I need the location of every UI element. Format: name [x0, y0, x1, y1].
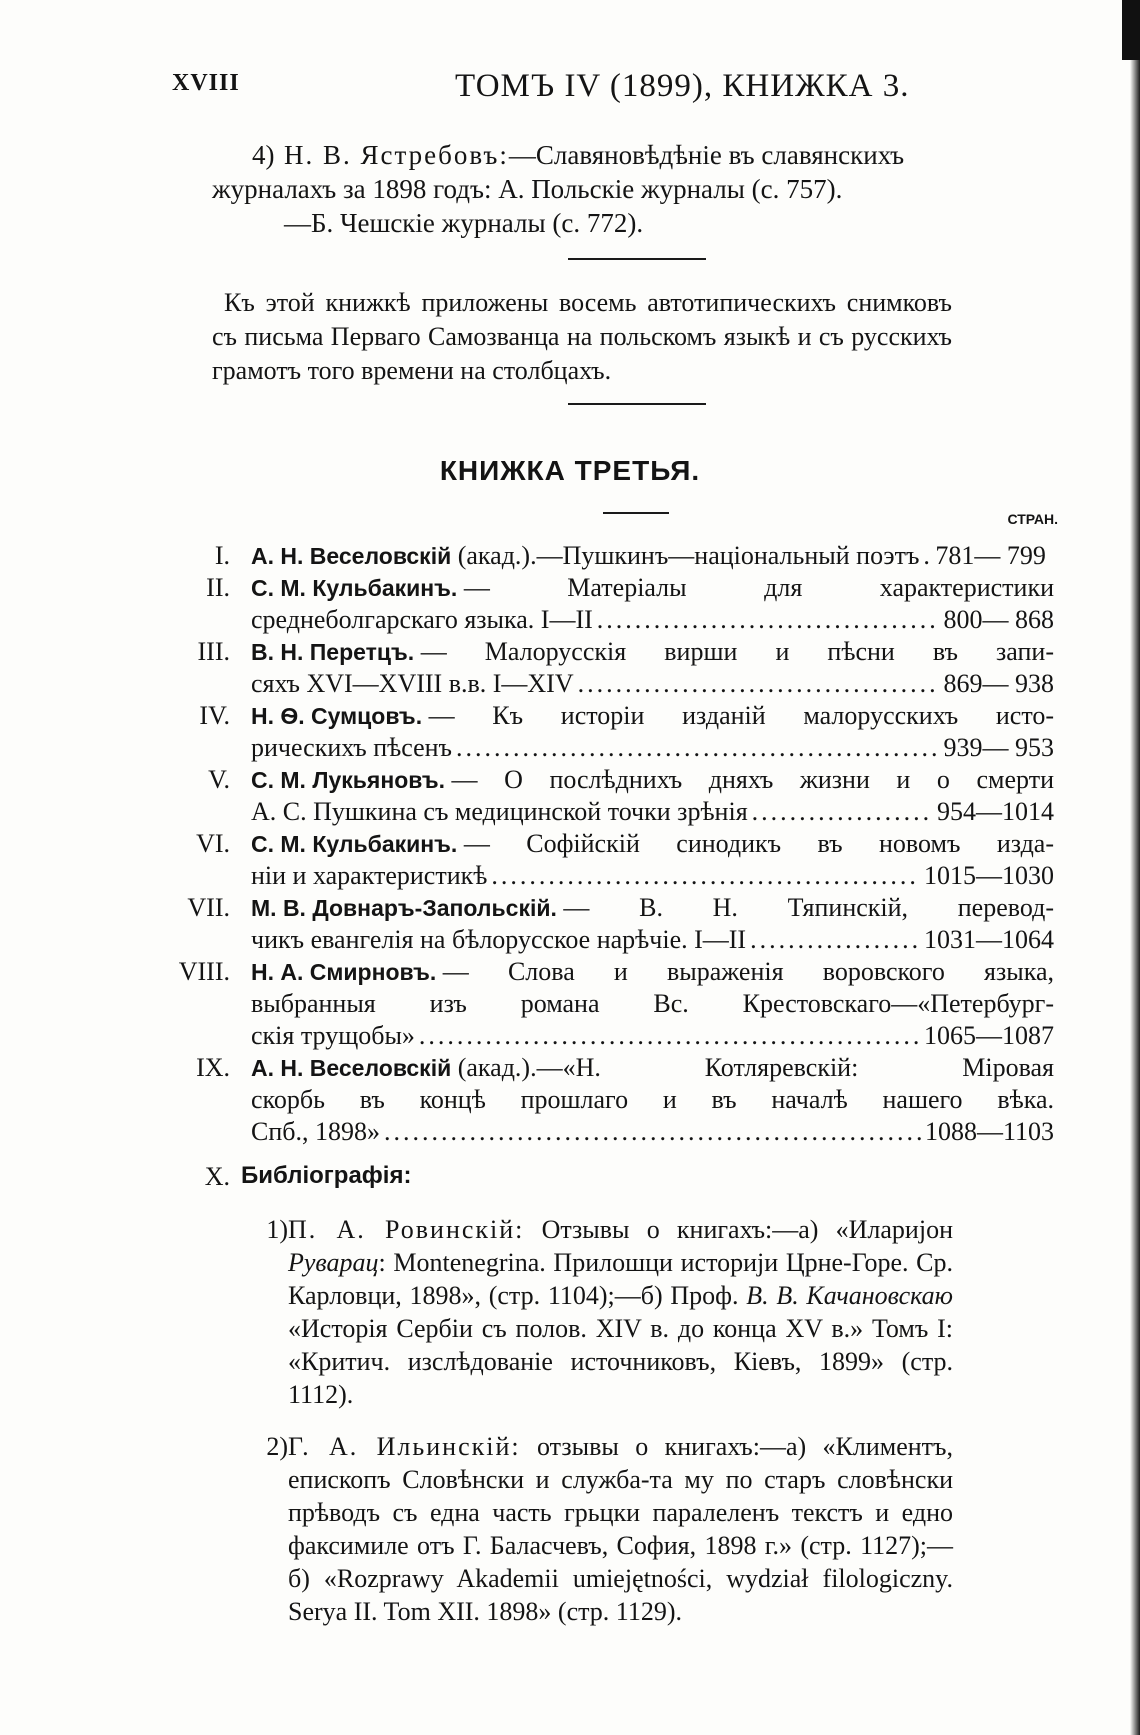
toc-title-cont: скія трущобы» [251, 1021, 415, 1050]
toc-entry [0, 540, 1140, 572]
toc-pages: 1065—1087 [924, 1021, 1054, 1050]
bibliography-item [0, 1430, 1140, 1628]
toc-entry [0, 892, 1140, 956]
header-title: ТОМЪ IV (1899), КНИЖКА 3. [455, 68, 910, 104]
toc-pages: 1088—1103 [924, 1117, 1054, 1146]
toc-title: — Малорусскія вирши и пѣсни въ запи- [420, 637, 1054, 666]
running-header [0, 68, 1140, 108]
toc-roman: II. [206, 573, 230, 602]
toc-author: Н. Ѳ. Сумцовъ. [251, 703, 423, 729]
bib-text: Отзывы о книгахъ:—а) «Иларијон [524, 1215, 953, 1244]
toc-title-cont: скорбь въ концѣ прошлаго и въ началѣ нашего вѣка. [251, 1085, 1054, 1114]
toc-author: М. В. Довнаръ-Запольскій. [251, 895, 557, 921]
toc-title: — Слова и выраженія воровского языка, [442, 957, 1054, 986]
item-title: —Славяновѣдѣніе въ славянскихъ [508, 140, 905, 170]
item-line-2: журналахъ за 1898 годъ: А. Польскіе журналы (с. 757). [212, 174, 843, 204]
toc-author: А. Н. Веселовскій [251, 543, 452, 569]
pages-column-label: СТРАН. [1007, 511, 1058, 527]
note-text: Къ этой книжкѣ приложены восемь автотипическихъ снимковъ съ письма Перваго Самозванца на польскомъ языкѣ и съ русскихъ грамотъ того времени на столбцахъ. [212, 288, 952, 385]
bibliography-roman: X. [204, 1162, 230, 1191]
toc-title-cont: ніи и характеристикѣ [251, 861, 488, 890]
bib-author: Г. А. Ильинскій: [288, 1432, 521, 1461]
toc-entry [0, 700, 1140, 764]
toc-pages: 939— 953 [943, 733, 1054, 762]
toc-entry [0, 1052, 1140, 1148]
bib-author: П. А. Ровинскій: [288, 1215, 525, 1244]
divider-rule [568, 258, 706, 260]
page-corner-mark [1122, 0, 1140, 60]
continued-item [212, 138, 952, 240]
toc-title-cont: чикъ евангелія на бѣлорусское нарѣчіе. I—II [251, 925, 747, 954]
toc-entry [0, 572, 1140, 636]
toc-author: Н. А. Смирновъ. [251, 959, 437, 985]
toc-title: — Софійскій синодикъ въ новомъ изда- [463, 829, 1054, 858]
toc-title: — Къ исторіи изданій малорусскихъ исто- [428, 701, 1054, 730]
toc-title-cont: сяхъ XVI—XVIII в.в. I—XIV [251, 669, 574, 698]
bib-italic: Руварац [288, 1248, 379, 1277]
item-number: 4) [252, 140, 275, 170]
toc-title: (акад.).—Пушкинъ—національный поэтъ [457, 541, 920, 570]
toc-title-cont: рическихъ пѣсенъ [251, 733, 453, 762]
bibliography-item [0, 1213, 1140, 1411]
section-title: КНИЖКА ТРЕТЬЯ. [439, 455, 701, 486]
toc-author: В. Н. Перетцъ. [251, 639, 415, 665]
toc-pages: 954—1014 [937, 797, 1054, 826]
toc-title: — Матеріалы для характеристики [463, 573, 1054, 602]
toc-author: С. М. Кульбакинъ. [251, 831, 458, 857]
toc-roman: III. [197, 637, 230, 666]
toc-title-cont: Спб., 1898» [251, 1117, 380, 1146]
toc-pages: 800— 868 [943, 605, 1054, 634]
bib-text: : Montenegrina. Прилошци историји Црне-Горе. Ср. Карловци, 1898», (стр. 1104);—б) Проф. [288, 1248, 953, 1310]
toc-author: С. М. Лукьяновъ. [251, 767, 445, 793]
toc-entry [0, 956, 1140, 1052]
toc-pages: 781— 799 [935, 541, 1046, 570]
bib-number: 1) [266, 1215, 288, 1244]
toc-author: С. М. Кульбакинъ. [251, 575, 458, 601]
toc-roman: VI. [196, 829, 230, 858]
toc-roman: V. [208, 765, 230, 794]
toc-pages: 1031—1064 [924, 925, 1054, 954]
toc-pages: 869— 938 [943, 669, 1054, 698]
toc-title: — В. Н. Тяпинскій, перевод- [563, 893, 1054, 922]
toc-title-cont: А. С. Пушкина съ медицинской точки зрѣнія [251, 797, 748, 826]
toc-title: — О послѣднихъ дняхъ жизни и о смерти [451, 765, 1054, 794]
divider-rule [568, 403, 706, 405]
toc-entry [0, 636, 1140, 700]
supplement-note [212, 286, 952, 388]
bib-number: 2) [266, 1432, 288, 1461]
item-line-3: —Б. Чешскіе журналы (с. 772). [284, 208, 644, 238]
bib-italic: В. В. Качановскаю [746, 1281, 953, 1310]
toc-title-cont: выбранныя изъ романа Вс. Крестовскаго—«Петербург- [251, 989, 1054, 1018]
item-author: Н. В. Ястребовъ: [284, 140, 509, 170]
bib-text: «Исторія Сербіи съ полов. XIV в. до конца XV в.» Томъ I: «Критич. изслѣдованіе источниковъ, Кіевъ, 1899» (стр. 1112). [288, 1314, 953, 1409]
toc-roman: VII. [187, 893, 230, 922]
toc-entry [0, 828, 1140, 892]
page-number: XVIII [172, 70, 240, 96]
toc-title-cont: среднеболгарскаго языка. I—II [251, 605, 593, 634]
toc-entry [0, 764, 1140, 828]
toc-title: (акад.).—«Н. Котляревскій: Міровая [457, 1053, 1054, 1082]
toc-roman: IV. [199, 701, 230, 730]
bibliography-label: Библіографія: [241, 1162, 412, 1189]
toc-author: А. Н. Веселовскій [251, 1055, 452, 1081]
item-line-1 [284, 138, 952, 172]
toc-roman: VIII. [178, 957, 230, 986]
toc-roman: IX. [196, 1053, 230, 1082]
bib-text: отзывы о книгахъ:—а) «Климентъ, епископъ Словѣнски и служба-та му по старъ словѣнски прѣводъ съ една часть грьцки паралеленъ текстъ и едно факсимиле отъ Г. Баласчевъ, София, 1898 г.» (стр. 1127);—б) «Rozprawy Akademii umiejętności, wydział filologiczny. Serya II. Tom XII. 1898» (стр. 1129). [288, 1432, 953, 1626]
toc-roman: I. [214, 541, 230, 570]
toc-pages: 1015—1030 [924, 861, 1054, 890]
